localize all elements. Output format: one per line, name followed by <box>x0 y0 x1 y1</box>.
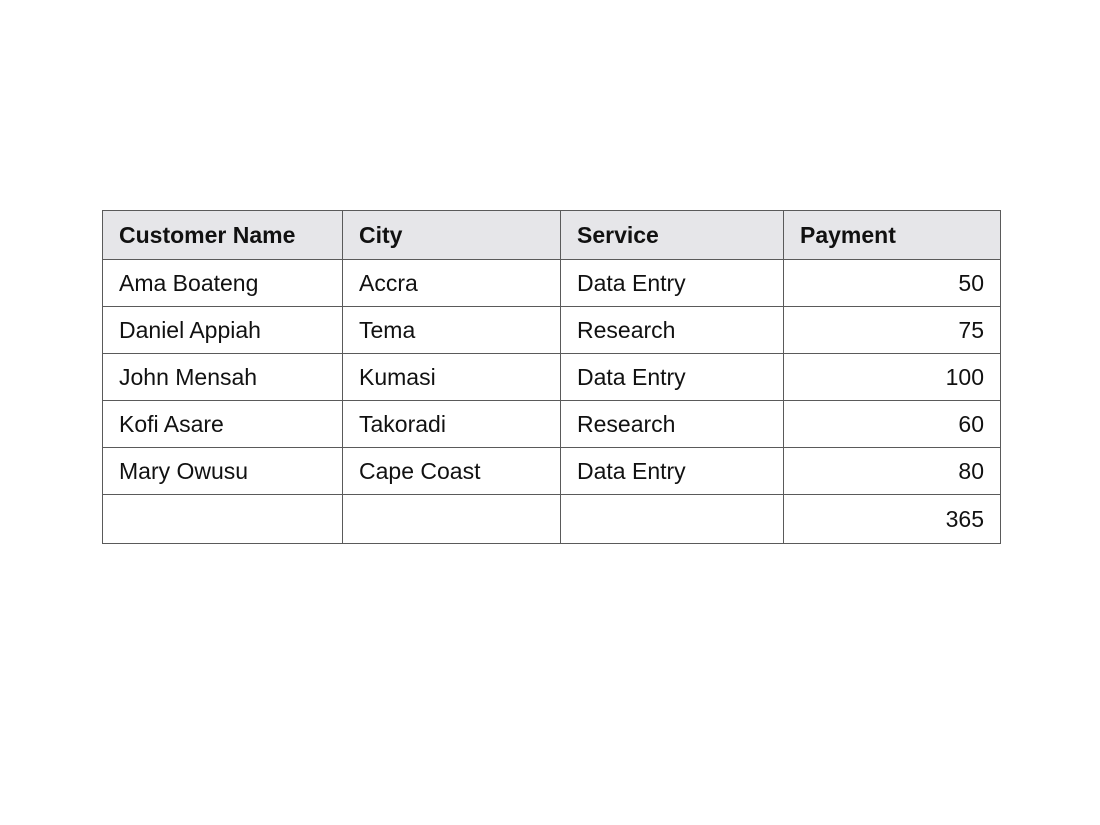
table-header-row <box>103 211 1001 260</box>
total-cell-empty <box>561 495 784 544</box>
total-cell-empty <box>103 495 343 544</box>
cell-service: Data Entry <box>561 448 784 495</box>
cell-city: Accra <box>343 260 561 307</box>
total-row <box>103 495 1001 544</box>
cell-city: Kumasi <box>343 354 561 401</box>
cell-city: Cape Coast <box>343 448 561 495</box>
table-row <box>103 448 1001 495</box>
cell-payment: 50 <box>784 260 1001 307</box>
cell-payment: 75 <box>784 307 1001 354</box>
cell-customer-name: Mary Owusu <box>103 448 343 495</box>
total-payment: 365 <box>784 495 1001 544</box>
cell-service: Research <box>561 401 784 448</box>
cell-service: Data Entry <box>561 354 784 401</box>
cell-payment: 100 <box>784 354 1001 401</box>
cell-service: Research <box>561 307 784 354</box>
cell-customer-name: Ama Boateng <box>103 260 343 307</box>
total-cell-empty <box>343 495 561 544</box>
cell-payment: 80 <box>784 448 1001 495</box>
table-row <box>103 401 1001 448</box>
table-row <box>103 307 1001 354</box>
header-payment: Payment <box>784 211 1001 260</box>
header-city: City <box>343 211 561 260</box>
header-customer-name: Customer Name <box>103 211 343 260</box>
cell-payment: 60 <box>784 401 1001 448</box>
cell-city: Takoradi <box>343 401 561 448</box>
cell-city: Tema <box>343 307 561 354</box>
table-row <box>103 354 1001 401</box>
table-row <box>103 260 1001 307</box>
cell-service: Data Entry <box>561 260 784 307</box>
customer-payments-table <box>102 210 1001 544</box>
customer-payments-table-container <box>102 210 1001 544</box>
header-service: Service <box>561 211 784 260</box>
cell-customer-name: Kofi Asare <box>103 401 343 448</box>
cell-customer-name: John Mensah <box>103 354 343 401</box>
cell-customer-name: Daniel Appiah <box>103 307 343 354</box>
